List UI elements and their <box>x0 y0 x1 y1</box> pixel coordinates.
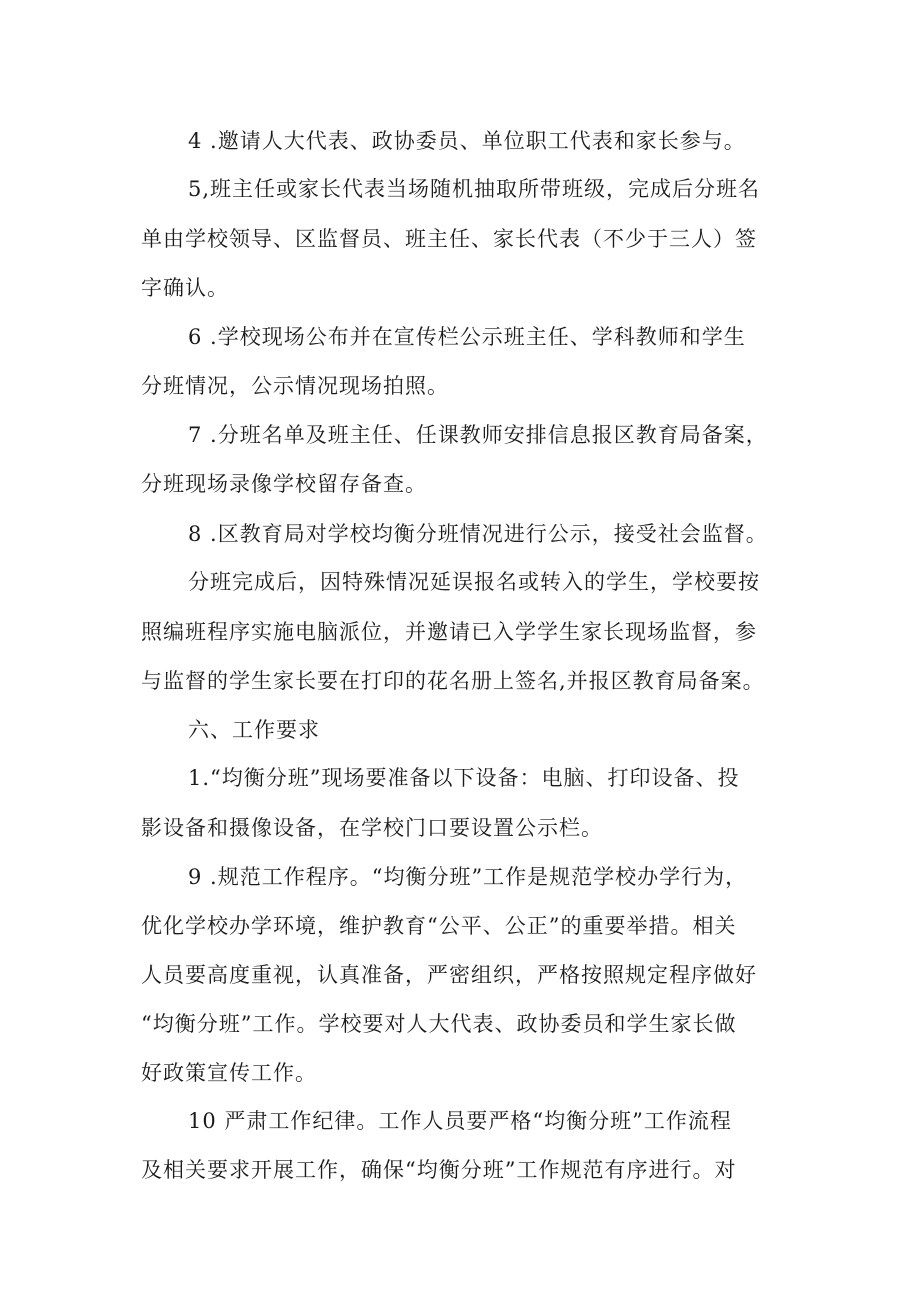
text-line: 10 严肃工作纪律。工作人员要严格“均衡分班”工作流程 <box>188 1109 732 1133</box>
text-line: 7 .分班名单及班主任、任课教师安排信息报区教育局备案， <box>188 423 768 447</box>
text-line: 分班完成后，因特殊情况延误报名或转入的学生，学校要按 <box>188 570 760 594</box>
text-line: 1.“均衡分班”现场要准备以下设备：电脑、打印设备、投 <box>188 766 740 790</box>
text-line: 影设备和摄像设备，在学校门口要设置公示栏。 <box>141 816 603 840</box>
text-line: 5,班主任或家长代表当场随机抽取所带班级，完成后分班名 <box>188 177 761 201</box>
text-line: 好政策宣传工作。 <box>141 1061 317 1085</box>
section-heading: 六、工作要求 <box>188 718 320 742</box>
text-line: 字确认。 <box>141 276 229 300</box>
text-line: 分班情况，公示情况现场拍照。 <box>141 374 449 398</box>
text-line: 9 .规范工作程序。“均衡分班”工作是规范学校办学行为， <box>188 865 748 889</box>
text-line: 4 .邀请人大代表、政协委员、单位职工代表和家长参与。 <box>188 129 746 153</box>
text-line: 人员要高度重视，认真准备，严密组织，严格按照规定程序做好 <box>141 963 757 987</box>
text-line: “均衡分班”工作。学校要对人大代表、政协委员和学生家长做 <box>141 1012 737 1036</box>
text-line: 单由学校领导、区监督员、班主任、家长代表（不少于三人）签 <box>141 227 757 251</box>
text-line: 6 .学校现场公布并在宣传栏公示班主任、学科教师和学生 <box>188 325 746 349</box>
text-line: 照编班程序实施电脑派位，并邀请已入学学生家长现场监督，参 <box>141 620 757 644</box>
text-line: 优化学校办学环境，维护教育“公平、公正”的重要举措。相关 <box>141 914 737 938</box>
text-line: 及相关要求开展工作，确保“均衡分班”工作规范有序进行。对 <box>141 1158 737 1182</box>
text-line: 8 .区教育局对学校均衡分班情况进行公示，接受社会监督。 <box>188 522 768 546</box>
text-line: 分班现场录像学校留存备查。 <box>141 472 427 496</box>
text-line: 与监督的学生家长要在打印的花名册上签名,并报区教育局备案。 <box>141 669 765 693</box>
